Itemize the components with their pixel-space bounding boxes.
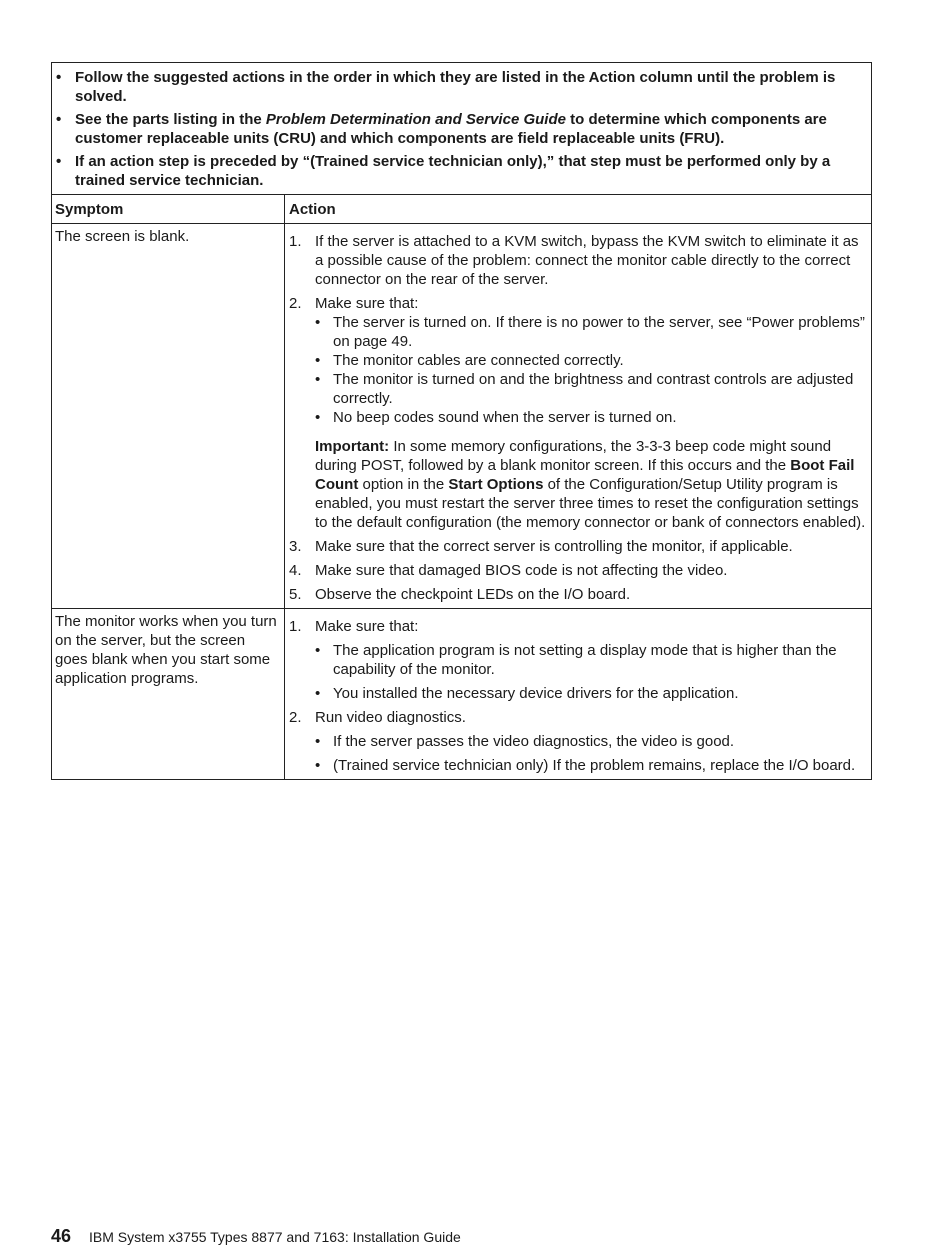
sub-text: You installed the necessary device drivers for the application. (333, 685, 739, 702)
action-step (289, 232, 867, 289)
action-step (289, 537, 867, 556)
bullet: • (315, 685, 321, 702)
action-step (289, 617, 867, 703)
sub-text: The monitor is turned on and the brightness and contrast controls are adjusted correctly. (333, 371, 854, 407)
sub-bullet (315, 756, 867, 775)
sub-text: If the server passes the video diagnostics, the video is good. (333, 733, 735, 750)
bullet: • (56, 153, 62, 170)
step-number: 4. (289, 562, 302, 579)
action-cell (285, 609, 871, 779)
bullet: • (315, 352, 321, 369)
bullet: • (315, 733, 321, 750)
important-label: Important: (315, 438, 390, 455)
sub-text: No beep codes sound when the server is turned on. (333, 409, 677, 426)
boot-fail-count-term: Boot Fail Count (315, 457, 855, 493)
bullet: • (56, 111, 62, 128)
notes-block (52, 63, 871, 195)
action-header: Action (289, 201, 336, 218)
bullet: • (315, 409, 321, 426)
note-text-cont: to determine which components are customer replaceable units (CRU) and which components are field replaceable units (FRU). (75, 111, 827, 147)
sub-text: The application program is not setting a display mode that is higher than the capability of the monitor. (333, 642, 837, 678)
start-options-term: Start Options (448, 476, 544, 493)
action-step (289, 294, 867, 532)
symptom-cell: The screen is blank. (52, 224, 285, 608)
step-text: Make sure that damaged BIOS code is not affecting the video. (315, 562, 728, 579)
note-text: See the parts listing in the (75, 111, 266, 128)
sub-bullet (315, 641, 867, 679)
note-item (55, 152, 865, 190)
step-number: 2. (289, 709, 302, 726)
important-note (315, 437, 867, 532)
sub-text: (Trained service technician only) If the problem remains, replace the I/O board. (333, 757, 856, 774)
important-text: option in the (358, 476, 449, 493)
sub-text: The monitor cables are connected correctly. (333, 352, 624, 369)
action-step (289, 561, 867, 580)
bullet: • (315, 757, 321, 774)
step-text: Make sure that: (315, 295, 419, 312)
note-text: Follow the suggested actions in the order in which they are listed in the Action column until the problem is solved. (75, 69, 836, 105)
sub-bullet (315, 684, 867, 703)
guide-title: Problem Determination and Service Guide (265, 111, 566, 128)
sub-bullet (315, 408, 867, 427)
sub-bullet (315, 370, 867, 408)
step-text: If the server is attached to a KVM switch, bypass the KVM switch to eliminate it as a possible cause of the problem: connect the monitor cable directly to the correct connector on the rear of the server. (315, 233, 859, 288)
step-text: Make sure that the correct server is controlling the monitor, if applicable. (315, 538, 793, 555)
bullet: • (315, 371, 321, 388)
table-header-row (52, 195, 871, 224)
table-row (52, 609, 871, 779)
step-number: 3. (289, 538, 302, 555)
important-text: In some memory configurations, the 3-3-3 beep code might sound during POST, followed by a blank monitor screen. If this occurs and the (315, 438, 832, 474)
sub-bullet (315, 351, 867, 370)
step-number: 5. (289, 586, 302, 603)
symptom-cell: The monitor works when you turn on the server, but the screen goes blank when you start some application programs. (52, 609, 285, 779)
page-number: 46 (51, 1226, 72, 1246)
step-number: 1. (289, 233, 302, 250)
important-text: of the Configuration/Setup Utility program is enabled, you must restart the server three times to reset the configuration settings to the default configuration (the memory connector or bank of connectors enabled). (315, 476, 866, 531)
note-item (55, 110, 865, 148)
sub-bullet (315, 732, 867, 751)
symptom-header: Symptom (52, 195, 285, 223)
step-text: Make sure that: (315, 618, 419, 635)
step-text: Run video diagnostics. (315, 709, 466, 726)
step-number: 1. (289, 618, 302, 635)
page-footer (51, 1226, 461, 1247)
step-number: 2. (289, 295, 302, 312)
action-cell (285, 224, 871, 608)
action-step (289, 585, 867, 604)
action-step (289, 708, 867, 775)
bullet: • (315, 642, 321, 659)
bullet: • (56, 69, 62, 86)
sub-bullet (315, 313, 867, 351)
note-text: If an action step is preceded by “(Trained service technician only),” that step must be performed only by a trained service technician. (75, 153, 831, 189)
troubleshooting-table (51, 62, 872, 780)
document-title: IBM System x3755 Types 8877 and 7163: Installation Guide (89, 1229, 461, 1245)
note-item (55, 68, 865, 106)
bullet: • (315, 314, 321, 331)
table-row (52, 224, 871, 609)
step-text: Observe the checkpoint LEDs on the I/O board. (315, 586, 631, 603)
sub-text: The server is turned on. If there is no power to the server, see “Power problems” on page 49. (333, 314, 865, 350)
